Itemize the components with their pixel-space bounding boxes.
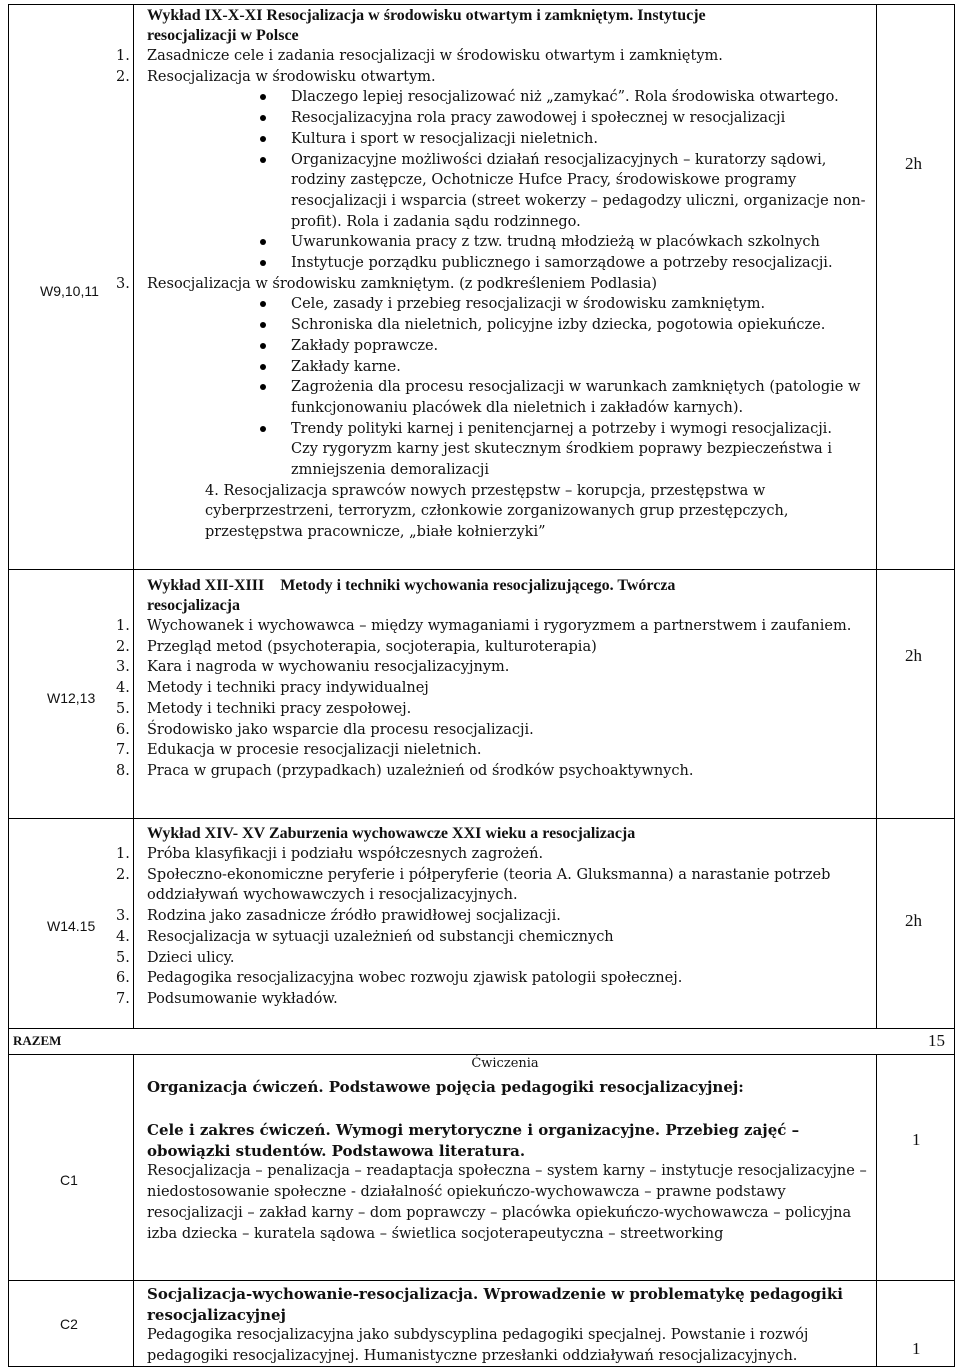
exercise-block	[147, 1284, 872, 1367]
exercise-title: Cele i zakres ćwiczeń. Wymogi merytoryczne i organizacyjne. Przebieg zajęć – obowiązki studentów. Podstawowa literatura.	[147, 1121, 800, 1160]
list-item	[53, 865, 872, 906]
list-item	[53, 844, 872, 865]
list-item-number: 2.	[116, 866, 130, 883]
exercises-heading: Ćwiczenia	[471, 1056, 539, 1071]
bullet-item: Zagrożenia dla procesu resocjalizacji w warunkach zamkniętych (patologie w funkcjonowaniu placówek dla nieletnich i zakładów karnych).	[147, 377, 872, 418]
table-border-right	[954, 4, 955, 1366]
list-item-number: 1.	[116, 846, 130, 862]
bullet-icon	[260, 94, 266, 100]
list-item-text: Środowisko jako wsparcie dla procesu resocjalizacji.	[147, 721, 534, 738]
total-label: RAZEM	[13, 1033, 62, 1048]
row-divider	[8, 818, 954, 819]
bullet-item: Kultura i sport w resocjalizacji nieletnich.	[147, 129, 872, 150]
list-item-text: Społeczno-ekonomiczne peryferie i półperyferie (teoria A. Gluksmanna) a narastanie potrzeb oddziaływań wychowawczych i resocjalizacyjnych.	[147, 866, 831, 904]
row-divider	[8, 569, 954, 570]
list-item-number: 3.	[116, 908, 130, 925]
list-item	[53, 678, 872, 699]
table-border-top	[8, 4, 954, 5]
bullet-icon	[260, 239, 266, 245]
list-item-text: Pedagogika resocjalizacyjna wobec rozwoju zjawisk patologii społecznej.	[147, 970, 683, 987]
list-item-number: 5.	[116, 949, 130, 966]
list-item-number: 6.	[116, 970, 130, 987]
list-item-number: 6.	[116, 721, 130, 738]
row-code: W12,13	[47, 690, 96, 706]
row-code: C1	[60, 1172, 78, 1188]
list-item-number: 4.	[116, 680, 130, 697]
lecture-title: resocjalizacji w Polsce	[147, 27, 299, 44]
exercise-text: Pedagogika resocjalizacyjna jako subdyscyplina pedagogiki specjalnej. Powstanie i rozwój pedagogiki resocjalizacyjnej. Humanistyczne przesłanki oddziaływań resocjalizacyjnych.	[147, 1327, 809, 1365]
exercises-intro: Organizacja ćwiczeń. Podstawowe pojęcia pedagogiki resocjalizacyjnej:	[147, 1078, 744, 1096]
exercise-block	[147, 1120, 872, 1244]
bullet-item: Uwarunkowania pracy z tzw. trudną młodzieżą w placówkach szkolnych	[147, 232, 872, 253]
list-item: 2. Resocjalizacja w środowisku otwartym.	[116, 68, 436, 85]
bullet-item: Zakłady poprawcze.	[147, 336, 872, 357]
bullet-icon	[260, 322, 266, 328]
list-item-text: Resocjalizacja w sytuacji uzależnień od substancji chemicznych	[147, 928, 614, 945]
list-item	[53, 948, 872, 969]
bullet-item: Instytucje porządku publicznego i samorządowe a potrzeby resocjalizacji.	[147, 253, 872, 274]
total-value: 15	[928, 1031, 945, 1050]
list-item-number: 4.	[116, 928, 130, 945]
exercise-text: Resocjalizacja – penalizacja – readaptacja społeczna – system karny – instytucje resocjalizacyjne – niedostosowanie społeczne - działalność opiekuńczo-wychowawcza – prawne podstawy resocjalizacji – zakład karny – dom poprawczy – placówka opiekuńczo-wychowawcza – policyjna izba dziecka – kuratela sądowa – świetlica socjoterapeutyczna – streetworking	[147, 1163, 867, 1242]
row-code: W14.15	[47, 918, 96, 934]
list-item	[53, 637, 872, 658]
lecture-block	[116, 576, 872, 782]
list-item	[53, 657, 872, 678]
row-hours: 1	[912, 1339, 921, 1358]
bullet-icon	[260, 426, 266, 432]
row-code: C2	[60, 1316, 78, 1332]
list-item-text: Dzieci ulicy.	[147, 949, 235, 966]
row-divider	[8, 1054, 954, 1055]
bullet-icon	[260, 301, 266, 307]
lecture-title: Wykład IX-X-XI Resocjalizacja w środowisku otwartym i zamkniętym. Instytucje	[147, 7, 706, 24]
bullet-continuation: Czy rygoryzm karny jest skutecznym środkiem poprawy bezpieczeństwa i zmniejszenia demoralizacji	[291, 441, 832, 479]
bullet-icon	[260, 136, 266, 142]
list-item-text: Edukacja w procesie resocjalizacji nieletnich.	[147, 742, 482, 759]
list-item-number: 1.	[116, 618, 130, 634]
row-code: W9,10,11	[40, 283, 99, 299]
bullet-item: Trendy polityki karnej i penitencjarnej a potrzeby i wymogi resocjalizacji.	[147, 419, 872, 440]
bullet-item: Dlaczego lepiej resocjalizować niż „zamykać”. Rola środowiska otwartego.	[147, 87, 872, 108]
list-item: 1. Zasadnicze cele i zadania resocjalizacji w środowisku otwartym i zamkniętym.	[116, 48, 723, 64]
bullet-item: Organizacyjne możliwości działań resocjalizacyjnych – kuratorzy sądowi, rodziny zastępcze, Ochotnicze Hufce Pracy, środowiskowe programy resocjalizacji i wsparcia (street wokerzy – pedagodzy uliczni, organizacje non-profit). Rola i zadania sądu rodzinnego.	[147, 150, 872, 233]
bullet-item: Zakłady karne.	[147, 357, 872, 378]
lecture-title: resocjalizacja	[147, 597, 240, 614]
list-item-number: 3.	[116, 659, 130, 676]
bullet-item: Resocjalizacyjna rola pracy zawodowej i społecznej w resocjalizacji	[147, 108, 872, 129]
list-item: 3. Resocjalizacja w środowisku zamkniętym. (z podkreśleniem Podlasia)	[116, 275, 657, 292]
bullet-icon	[260, 260, 266, 266]
list-item	[53, 616, 872, 637]
table-border-left	[8, 4, 9, 1366]
list-item	[53, 740, 872, 761]
list-item	[53, 720, 872, 741]
row-hours: 1	[912, 1130, 921, 1149]
list-item-number: 5.	[116, 700, 130, 717]
list-item	[53, 989, 872, 1010]
col-divider-right	[876, 4, 877, 1028]
lecture-block	[116, 824, 872, 1010]
list-item-text: Podsumowanie wykładów.	[147, 990, 338, 1007]
list-item-number: 2.	[116, 638, 130, 655]
bullet-icon	[260, 384, 266, 390]
bullet-icon	[260, 115, 266, 121]
row-hours: 2h	[905, 646, 922, 665]
list-item: 4. Resocjalizacja sprawców nowych przestępstw – korupcja, przestępstwa w cyberprzestrzeni, terroryzm, członkowie zorganizowanych grup przestępczych, przestępstwa pracownicze, „białe kołnierzyki”	[205, 482, 789, 541]
bullet-item: Cele, zasady i przebieg resocjalizacji w środowisku zamkniętym.	[147, 294, 872, 315]
row-hours: 2h	[905, 154, 922, 173]
list-item-text: Wychowanek i wychowawca – między wymaganiami i rygoryzmem a partnerstwem i zaufaniem.	[147, 618, 852, 634]
row-divider	[8, 1280, 954, 1281]
list-item-text: Rodzina jako zasadnicze źródło prawidłowej socjalizacji.	[147, 908, 561, 925]
lecture-block	[116, 6, 872, 543]
list-item	[53, 968, 872, 989]
list-item-number: 7.	[116, 990, 130, 1007]
col-divider-right	[876, 1054, 877, 1366]
bullet-icon	[260, 157, 266, 163]
list-item-text: Przegląd metod (psychoterapia, socjoterapia, kulturoterapia)	[147, 638, 597, 655]
row-divider	[8, 1028, 954, 1029]
bullet-item: Schroniska dla nieletnich, policyjne izby dziecka, pogotowia opiekuńcze.	[147, 315, 872, 336]
exercise-title: Socjalizacja-wychowanie-resocjalizacja. Wprowadzenie w problematykę pedagogiki resocjalizacyjnej	[147, 1285, 843, 1324]
col-divider-left	[133, 1054, 134, 1366]
list-item-text: Próba klasyfikacji i podziału współczesnych zagrożeń.	[147, 846, 544, 862]
bullet-icon	[260, 343, 266, 349]
list-item-text: Praca w grupach (przypadkach) uzależnień od środków psychoaktywnych.	[147, 762, 694, 779]
list-item	[53, 699, 872, 720]
list-item-number: 8.	[116, 762, 130, 779]
list-item	[53, 927, 872, 948]
list-item-text: Kara i nagroda w wychowaniu resocjalizacyjnym.	[147, 659, 510, 676]
list-item	[53, 906, 872, 927]
list-item-text: Metody i techniki pracy indywidualnej	[147, 680, 429, 697]
list-item	[53, 761, 872, 782]
row-hours: 2h	[905, 911, 922, 930]
list-item-number: 7.	[116, 742, 130, 759]
lecture-title: Wykład XII-XIII Metody i techniki wychowania resocjalizującego. Twórcza	[147, 577, 676, 594]
lecture-title: Wykład XIV- XV Zaburzenia wychowawcze XXI wieku a resocjalizacja	[147, 825, 636, 842]
bullet-icon	[260, 364, 266, 370]
list-item-text: Metody i techniki pracy zespołowej.	[147, 700, 412, 717]
